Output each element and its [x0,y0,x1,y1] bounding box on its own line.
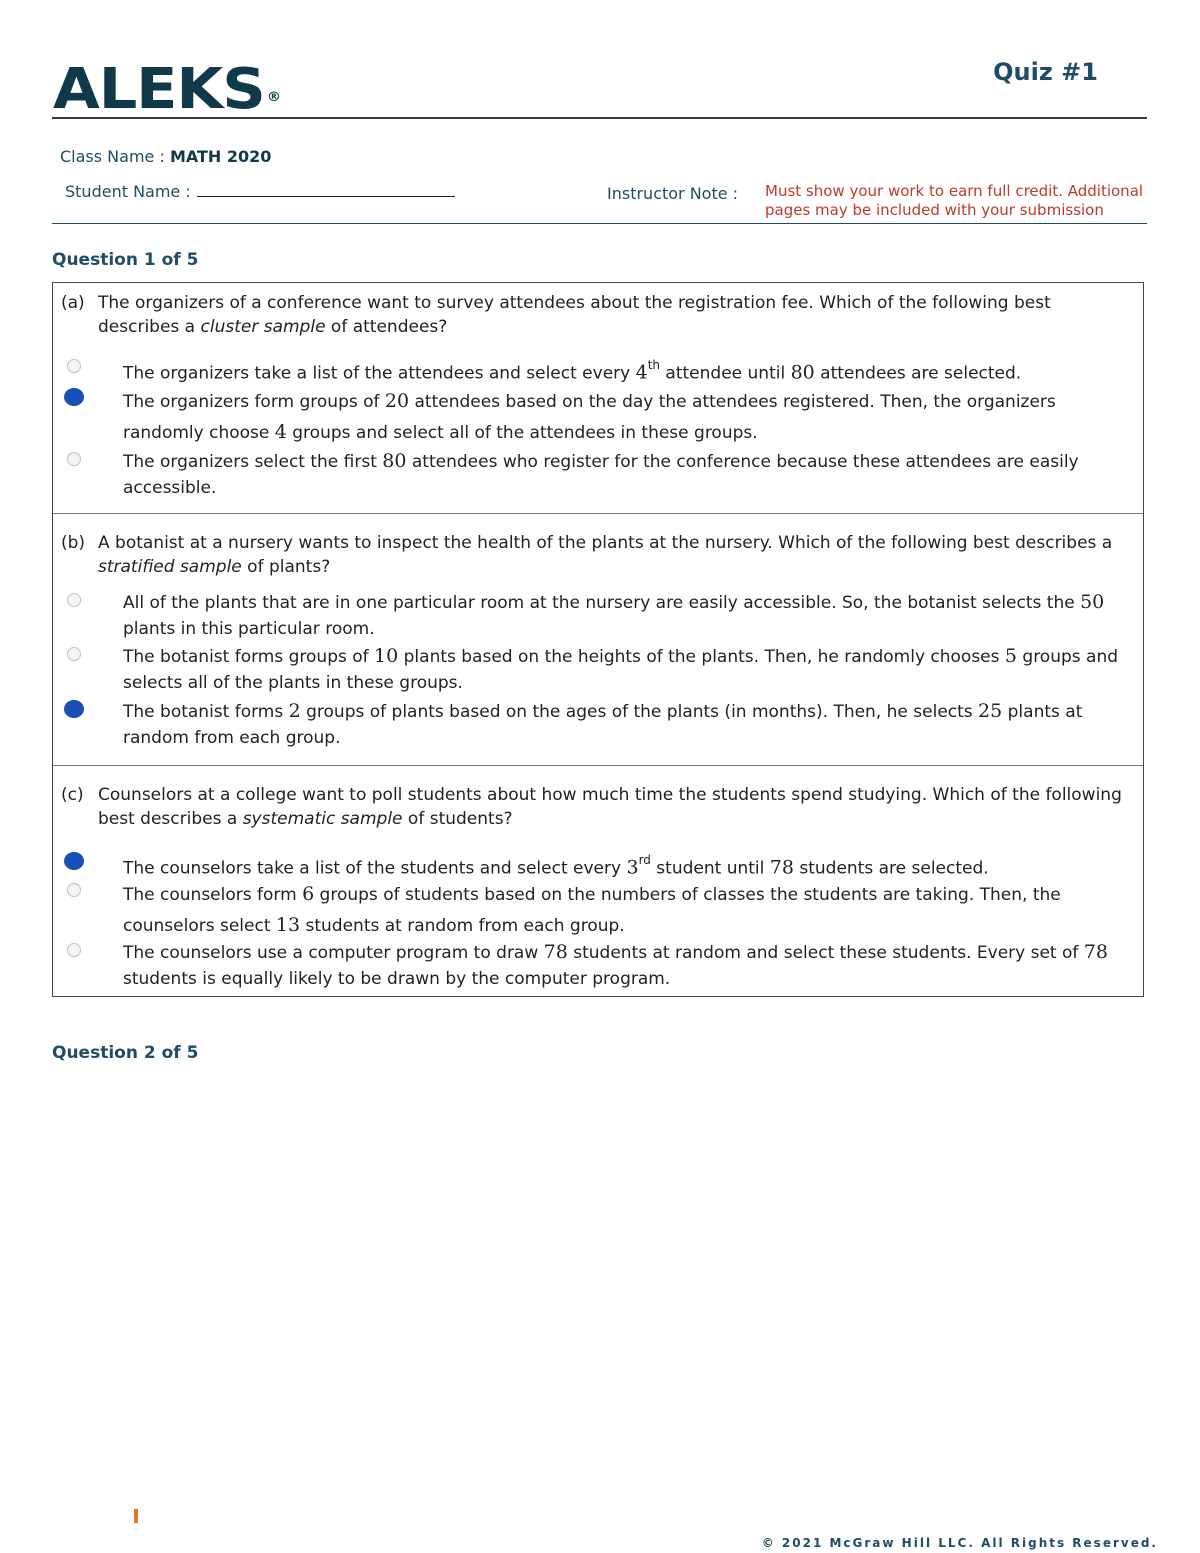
question-part-c [53,765,1143,996]
info-divider [52,223,1147,224]
radio-unselected-icon[interactable] [67,647,81,661]
question-part-b [53,513,1143,766]
class-name-value: MATH 2020 [169,147,272,166]
part-c-stem [61,783,1123,831]
radio-unselected-icon[interactable] [67,452,81,466]
option-c1[interactable]: The counselors take a list of the students and select every 3rd student until 78 students are selected. [123,850,1131,882]
instructor-note-label: Instructor Note : [607,184,739,203]
part-b-label: (b) [61,533,86,553]
option-c2[interactable]: The counselors form 6 groups of students based on the numbers of classes the students are taking. Then, the counselors select 13 students at random from each group. [123,879,1131,941]
radio-selected-icon[interactable] [64,852,84,870]
aleks-logo [53,57,280,122]
option-b3[interactable]: The botanist forms 2 groups of plants based on the ages of the plants (in months). Then, he selects 25 plants at random from each group. [123,698,1131,751]
part-b-question: A botanist at a nursery wants to inspect the health of the plants at the nursery. Which of the following best describes a stratified sample of plants? [98,533,1113,577]
class-name-field [60,147,271,166]
student-name-field [65,182,455,201]
option-a2[interactable]: The organizers form groups of 20 attendees based on the day the attendees registered. Then, the organizers randomly choose 4 groups and select all of the attendees in these groups. [123,386,1131,448]
option-c3[interactable]: The counselors use a computer program to draw 78 students at random and select these students. Every set of 78 students is equally likely to be drawn by the computer program. [123,939,1131,992]
radio-unselected-icon[interactable] [67,883,81,897]
option-b2[interactable]: The botanist forms groups of 10 plants based on the heights of the plants. Then, he randomly chooses 5 groups and selects all of the plants in these groups. [123,643,1131,696]
term-stratified-sample: stratified sample [98,557,242,577]
radio-selected-icon[interactable] [64,388,84,406]
quiz-title: Quiz #1 [993,58,1098,86]
option-a1[interactable]: The organizers take a list of the attendees and select every 4th attendee until 80 attendees are selected. [123,355,1131,387]
part-c-question: Counselors at a college want to poll students about how much time the students spend studying. Which of the following best describes a systematic sample of students? [98,785,1122,829]
question-2-heading: Question 2 of 5 [52,1043,199,1063]
radio-selected-icon[interactable] [64,700,84,718]
student-name-blank[interactable] [197,182,455,197]
term-cluster-sample: cluster sample [200,317,326,337]
part-a-question: The organizers of a conference want to survey attendees about the registration fee. Which of the following best describes a cluster sample of attendees? [98,293,1051,337]
instructor-note-text: Must show your work to earn full credit. Additional pages may be included with your submission [765,182,1144,219]
footer-accent-mark [134,1509,138,1523]
part-b-stem [61,531,1123,579]
registered-mark: ® [266,90,280,105]
student-name-label: Student Name : [65,182,191,201]
option-a3[interactable]: The organizers select the first 80 attendees who register for the conference because these attendees are easily accessible. [123,448,1131,501]
question-1-heading: Question 1 of 5 [52,250,199,270]
copyright-footer: © 2021 McGraw Hill LLC. All Rights Reserved. [761,1536,1158,1550]
header-divider [52,117,1147,119]
class-name-label: Class Name : [60,147,165,166]
option-b1[interactable]: All of the plants that are in one particular room at the nursery are easily accessible. So, the botanist selects the 50 plants in this particular room. [123,589,1131,642]
radio-unselected-icon[interactable] [67,359,81,373]
logo-text: ALEKS [53,57,265,122]
question-1-box [52,282,1144,997]
radio-unselected-icon[interactable] [67,593,81,607]
question-part-a [53,283,1143,513]
radio-unselected-icon[interactable] [67,943,81,957]
term-systematic-sample: systematic sample [242,809,403,829]
part-a-stem [61,291,1123,339]
part-c-label: (c) [61,785,84,805]
part-a-label: (a) [61,293,85,313]
